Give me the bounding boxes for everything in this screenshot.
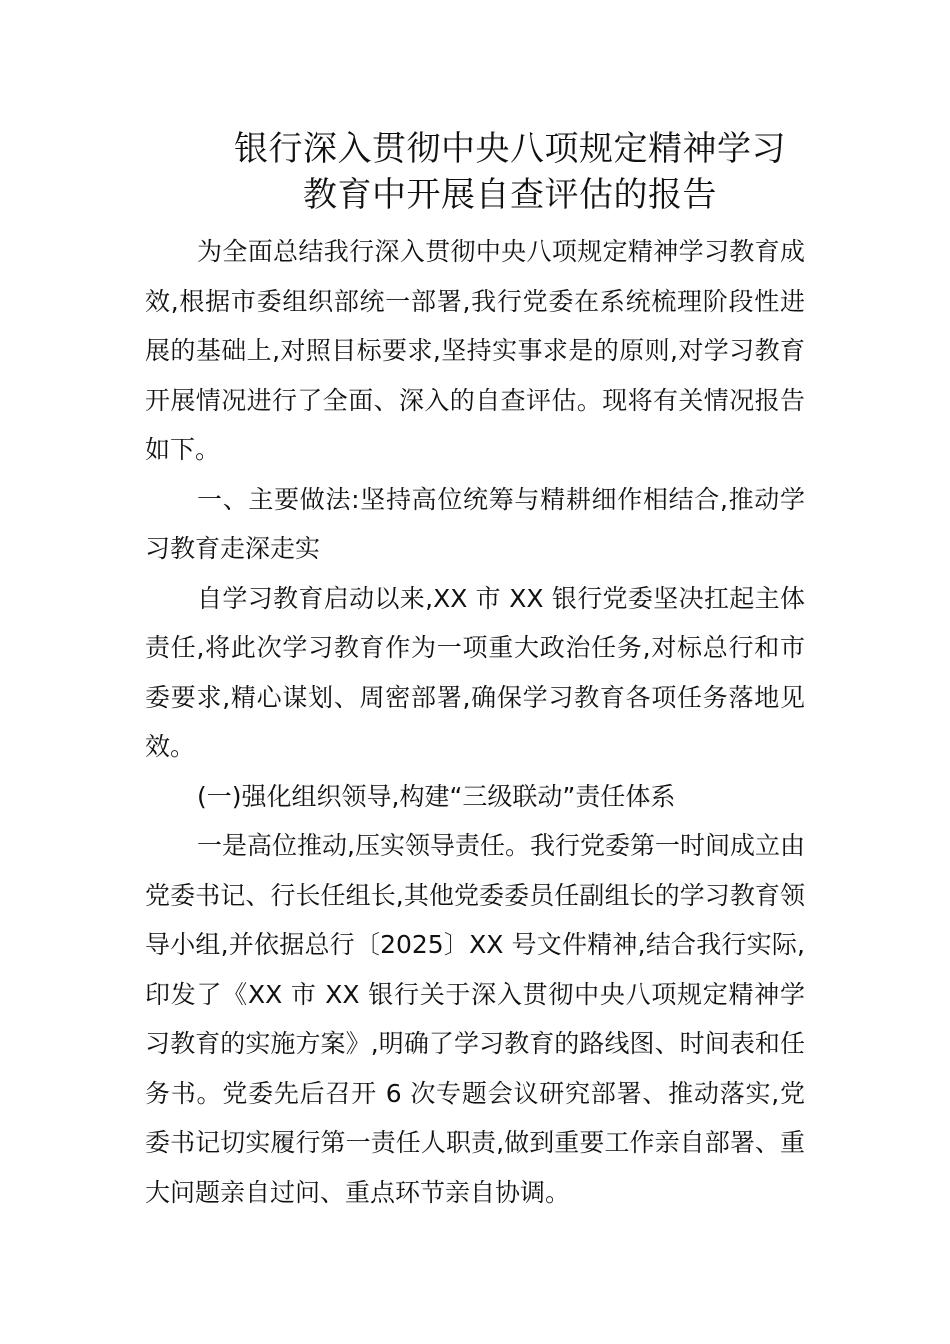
subsection-heading-1: (一)强化组织领导,构建“三级联动”责任体系 <box>197 781 676 811</box>
subsection-1-paragraph: 一是高位推动,压实领导责任。我行党委第一时间成立由党委书记、行长任组长,其他党委委员任副组长的学习教育领导小组,并依据总行〔2025〕XX 号文件精神,结合我行实际,印发了《XX 市 XX 银行关于深入贯彻中央八项规定精神学习教育的实施方案》,明确了学习教育的路线图、时间表和任务书。党委先后召开 6 次专题会议研究部署、推动落实,党委书记切实履行第一责任人职责,做到重要工作亲自部署、重大问题亲自过问、重点环节亲自协调。 <box>145 831 805 1207</box>
document-title <box>190 126 830 218</box>
title-line-2: 教育中开展自查评估的报告 <box>303 175 717 215</box>
section-1-paragraph: 自学习教育启动以来,XX 市 XX 银行党委坚决扛起主体责任,将此次学习教育作为一项重大政治任务,对标总行和市委要求,精心谋划、周密部署,确保学习教育各项任务落地见效。 <box>145 583 805 761</box>
document-body <box>145 227 805 1217</box>
title-line-1: 银行深入贯彻中央八项规定精神学习 <box>234 129 786 169</box>
intro-paragraph: 为全面总结我行深入贯彻中央八项规定精神学习教育成效,根据市委组织部统一部署,我行党委在系统梳理阶段性进展的基础上,对照目标要求,坚持实事求是的原则,对学习教育开展情况进行了全面、深入的自查评估。现将有关情况报告如下。 <box>145 237 805 464</box>
section-heading-1: 一、主要做法:坚持高位统筹与精耕细作相结合,推动学习教育走深走实 <box>145 484 805 563</box>
